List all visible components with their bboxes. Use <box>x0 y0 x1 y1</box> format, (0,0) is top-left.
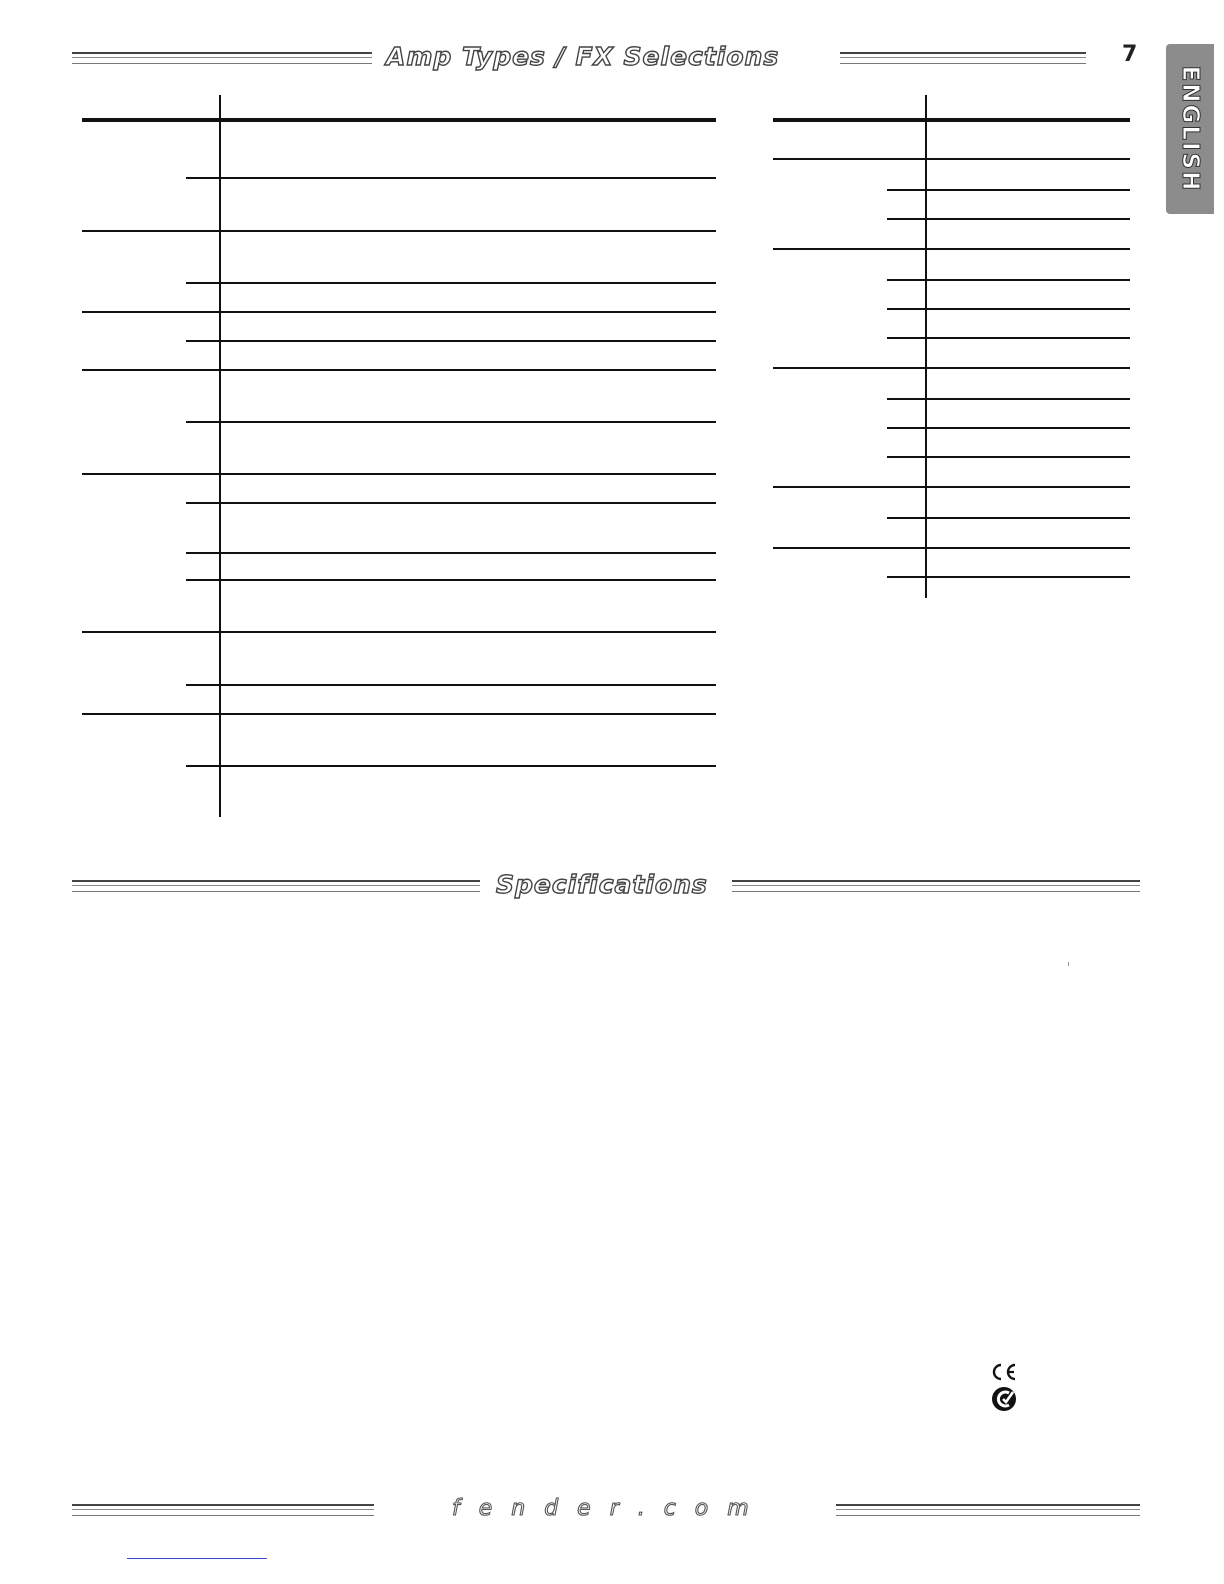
specifications-title: Specifications <box>496 870 708 899</box>
c-tick-mark-icon <box>990 1386 1020 1416</box>
table-row <box>887 398 1130 400</box>
table-row <box>186 177 716 179</box>
stray-mark <box>1068 962 1069 966</box>
table-row <box>887 576 1130 578</box>
table-row <box>82 713 716 715</box>
table-row <box>82 311 716 313</box>
table-row <box>887 337 1130 339</box>
table-row <box>82 473 716 475</box>
table-row <box>887 517 1130 519</box>
table-row <box>887 427 1130 429</box>
table-row <box>82 369 716 371</box>
table-row <box>887 456 1130 458</box>
table-row <box>82 230 716 232</box>
table-row <box>186 552 716 554</box>
table-row <box>887 218 1130 220</box>
specs-rule-right <box>732 880 1140 892</box>
table-row <box>82 631 716 633</box>
header-rule-right <box>840 52 1086 64</box>
table-divider <box>925 95 927 598</box>
table-row <box>186 502 716 504</box>
table-row <box>186 765 716 767</box>
table-row <box>773 158 1130 160</box>
table-row <box>186 579 716 581</box>
specs-rule-left <box>72 880 480 892</box>
header-rule-left <box>72 52 372 64</box>
table-divider <box>219 95 221 817</box>
link-underline <box>127 1558 267 1559</box>
language-tab-label: ENGLISH <box>1177 65 1203 193</box>
table-header-rule <box>773 118 1130 122</box>
ce-mark-icon <box>990 1362 1020 1386</box>
footer-rule-left <box>72 1504 374 1516</box>
table-row <box>773 486 1130 488</box>
table-row <box>186 340 716 342</box>
table-row <box>887 308 1130 310</box>
table-row <box>773 248 1130 250</box>
table-row <box>186 282 716 284</box>
footer-rule-right <box>836 1504 1140 1516</box>
language-tab <box>1166 44 1214 214</box>
table-row <box>186 421 716 423</box>
table-row <box>887 279 1130 281</box>
footer-website: f e n d e r . c o m <box>452 1496 755 1521</box>
table-row <box>887 189 1130 191</box>
page-title: Amp Types / FX Selections <box>386 42 780 71</box>
table-row <box>773 367 1130 369</box>
table-row <box>186 684 716 686</box>
table-row <box>773 547 1130 549</box>
page-number: 7 <box>1122 42 1138 67</box>
table-header-rule <box>82 118 716 122</box>
